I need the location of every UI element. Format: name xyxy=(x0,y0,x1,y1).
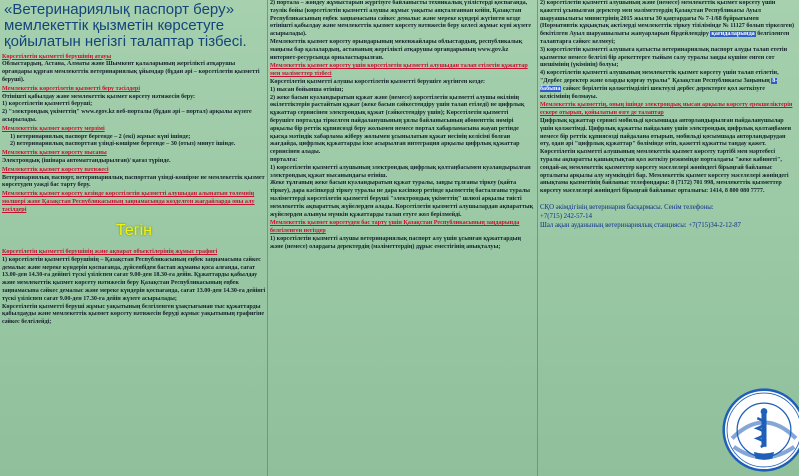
other-requirements-text: Цифрлық құжаттар сервисі мобильді қосымшада авторландырылған пайдаланушылар үшін қолжетімді. Цифрлық құжатты пайдалану үшін электрондық цифрлық қолтаңбамен немесе бір реттік құпиясөзді пайдалана отырып, мобильді қосымшада авторландырудан өту, одан әрі "цифрлық құжаттар" бөлімінде өтіп, қажетті құжатты таңдау қажет. Көрсетілетін қызметті алушының мемлекеттік қызмет көрсету тәртібі мен мәртебесі туралы ақпаратты қашықтықтан қол жеткізу режимінде порталдағы "жеке кабинеті", сондай-ақ мемлекеттік қызметтер көрсету мәселелері жөніндегі бірыңғай байланыс орталығы арқылы алу мүмкіндігі бар. Мемлекеттік қызмет көрсету мәселелері жөніндегі анықтама қызметінің байланыс телефондары: 8 (7172) 701 998, мемлекеттік қызметтер көрсету мәселелері жөніндегі бірыңғай байланыс орталығы: 1414, 8 800 080 7777. xyxy=(540,117,792,195)
column-divider xyxy=(267,0,268,476)
addresses-text: Мемлекеттік қызмет көрсету орындарының мекенжайлары облыстардың, республикалық маңызы бар қалалардың, астананың жергілікті атқарушы органдарының www.gov.kz интернет-ресурсында орналастырылған. xyxy=(270,38,523,61)
rules-link[interactable]: қағидаларында xyxy=(711,31,755,38)
refusal-item-4-end: сәйкес берілетін қолжетімділігі шектеулі дербес деректерге қол жеткізуге келісімінің болмауы. xyxy=(540,85,765,100)
schedule-text-2: Көрсетілетін қызметті беруші жұмыс уақытының белгіленген ұзақтығынан тыс құжаттарды қабылдауды және мемлекеттік қызмет көрсету нәтижесін беруді жұмыс уақытының графигіне сәйкес белгілейді; xyxy=(2,303,265,326)
portal-item-2: Жеке тұлғаның жеке басын куәландыратын құжат туралы, заңды тұлғаны тіркеу (қайта тіркеу), дара кәсіпкерді тіркеу туралы не дара кәсіпкер ретінде қызметтің басталғаны туралы мәліметтерді көрсетілетін қызметті беруші "электрондық үкіметтің" шлюзі арқылы тиісті мемлекеттік ақпараттық жүйелерден алады. Көрсетілетін қызметті алушылардан ақпараттық жүйелерден алынуы мүмкін құжаттарды талап етуге жол берілмейді. xyxy=(270,180,534,218)
schedule-text-1: 1) көрсетілетін қызметті берушінің – Қазақстан Республикасының еңбек заңнамасына сәйкес демалыс және мереке күндерін қоспағанда, дүйсенбіден бастап жұманы қоса алғанда, сағат 13.00-ден 14.30-ға дейінгі түскі үзіліспен сағат 9.00-ден 18.30-ға дейін. Құжаттарды қабылдау және мемлекеттік қызмет көрсету нәтижесін беру Қазақстан Республикасының еңбек заңнамасына сәйкес демалыс және мереке күндерін қоспағанда, сағат 13.00-ден 14.30-ға дейінгі түскі үзіліспен сағат 9.00-ден 17.30-ға дейін жүзеге асырылады; xyxy=(2,256,266,302)
fee-heading: Мемлекеттік қызмет көрсету кезінде көрсетілетін қызметті алушыдан алынатын төлемнің мөлшері және Қазақстан Республикасының заңнамасында көзделген жағдайларда оны алу тәсілдері xyxy=(2,191,255,213)
free-label: Тегін xyxy=(116,221,152,239)
refusal-item-2-end: белгіленген талаптарға сәйкес келмеуі; xyxy=(540,31,790,45)
docs-intro: Көрсетілетін қызметті алушы көрсетілетін қызметті берушіге жүгінген кезде: xyxy=(270,78,486,85)
acceptance-heading: Мемлекеттік көрсетілетін қызметті беру тәсілдері xyxy=(2,85,141,92)
refusal-item-3: 3) көрсетілетін қызметті алушыға қатысты ветеринариялық паспорт алуды талап ететін қызметке немесе белгілі бір әрекеттерге тыйым салу туралы заңды күшіне енген сот шешімінің (үкімінің) болуы; xyxy=(540,46,788,69)
refusal-item-4-text: 4) көрсетілетін қызметті алушының мемлекеттік қызмет көрсету үшін талап етілетін, "Дербес деректер және оларды қорғау туралы" Қазақстан Республикасы Заңының xyxy=(540,70,779,84)
portal-item-1: 1) көрсетілетін қызметті алушының электрондық цифрлық қолтаңбасымен куәландырылған электрондық құжат нысанындағы өтініш. xyxy=(270,164,531,179)
term-item-2: 2) ветеринариялық паспорттан үзінді-көшірме бергенде – 30 (отыз) минут ішінде. xyxy=(10,141,236,148)
refusal-item-2-text: 2) көрсетілетін қызметті алушының және (немесе) мемлекеттік қызмет көрсету үшін қажетті ұсынылған деректер мен мәліметтердің Қазақстан Республикасы Ауыл шаруашылығы министрінің 2015 жылғы 30 қаңтардағы № 7-1/68 бұйрығымен (Нормативтік құқықтық актілерді мемлекеттік тіркеу тізілімінде № 11127 болып тіркелген) бекітілген Ауыл шаруашылығы жануарларын бірдейлендіру xyxy=(540,0,795,38)
docs-heading: Мемлекеттік қызмет көрсету үшін көрсетілетін қызметті алушыдан талап етілетін құжаттар мен мәліметтер тізбесі xyxy=(270,63,528,78)
provider-heading: Көрсетілетін қызметті берушінің атауы xyxy=(2,53,112,60)
docs-item-1: 1) нысан бойынша өтініш; xyxy=(270,86,344,93)
portal-hours-text: 2) портала – жөндеу жұмыстарын жүргізуге байланысты техникалық үзілістерді қоспағанда, тәулік бойы (көрсетілетін қызметті алушы жұмыс уақыты аяқталғаннан кейін, Қазақстан Республикасының еңбек заңнамасына сәйкес демалыс және мереке күндері жүгінген кезде өтініштi қабылдау және мемлекеттік қызмет көрсету нәтижесін беру келесі жұмыс күні жүзеге асырылады). xyxy=(270,0,532,38)
acceptance-item-2: 2) "электрондық үкіметтің" www.egov.kz веб-порталы (бұдан әрі – портал) арқылы жүзеге асырылады. xyxy=(2,109,252,124)
acceptance-intro: Өтінішті қабылдау және мемлекеттік қызмет көрсету нәтижесін беру: xyxy=(2,93,196,100)
article-link[interactable]: 8-бабына xyxy=(540,77,778,92)
refusal-item-4 xyxy=(540,70,796,101)
refusal-heading: Мемлекеттік қызмет көрсетуден бас тарту үшін Қазақстан Республикасының заңдарында белгіленген негіздер xyxy=(270,220,520,235)
contact-station: Шал ақын ауданының ветеринариялық станциясы: +7(715)34-2-12-87 xyxy=(540,221,741,229)
column-left xyxy=(2,0,266,476)
portal-label: порталға: xyxy=(270,156,298,163)
term-heading: Мемлекеттік қызмет көрсету мерзімі xyxy=(2,125,105,132)
term-item-1: 1) ветеринариялық паспорт бергенде – 2 (екі) жұмыс күні ішінде; xyxy=(10,133,191,140)
acceptance-item-1: 1) көрсетілетін қызметті беруші; xyxy=(2,101,93,108)
contact-line-1: СҚО әкімдігінің ветеринария басқармасы. Сенім телефоны: xyxy=(540,203,714,211)
schedule-heading: Көрсетілетін қызметті берушінің және ақпарат объектілерінің жұмыс графигі xyxy=(2,249,218,256)
form-text: Электрондық (ішінара автоматтандырылған)/ қағаз түрінде. xyxy=(2,158,171,165)
column-middle xyxy=(270,0,534,476)
contact-phone: +7(715) 242-57-14 xyxy=(540,212,592,220)
other-requirements-heading: Мемлекеттік қызметтің, оның ішінде электрондық нысан арқылы көрсету ерекшеліктерін ескере отырып, қойылатын өзге де талаптар xyxy=(540,102,793,117)
provider-text: Облыстардың, Астана, Алматы және Шымкент қалаларының жергілікті атқарушы органдары құрған мемлекеттік ветеринариялық ұйымдар (бұдан әрі – көрсетілетін қызметті беруші). xyxy=(2,61,260,84)
column-divider xyxy=(537,0,538,476)
result-heading: Мемлекеттік қызмет көрсету нәтижесі xyxy=(2,166,109,173)
form-heading: Мемлекеттік қызмет көрсету нысаны xyxy=(2,150,107,157)
docs-item-2: 2) жеке басын куәландыратын құжат және (немесе) көрсетілетін қызметті алушы өкілінің өкілеттіктерін растайтын құжат (жеке басын сәйкестендіру үшін талап етіледі) не цифрлық құжаттар сервисінен электрондық құжат (сәйкестендіру үшін); Көрсетілетін қызметті берушіге порталда тіркелген пайдаланушының ұялы байланысының абоненттік нөмірі арқылы бір реттік құпиясөзді беру жолымен немесе портал хабарламасына жауап ретінде қысқа мәтіндік хабарлама жіберу жолымен ұсынылатын құжат иесінің келісімі болған жағдайда, цифрлық құжаттарды іске асырылған интеграция арқылы цифрлық құжаттар сервисінен алады. xyxy=(270,94,525,156)
refusal-item-1: 1) көрсетілетін қызметті алушы ветеринариялық паспорт алу үшін ұсынған құжаттардың және (немесе) олардағы деректердің (мәліметтердің) дұрыс еместігінің анықталуы; xyxy=(270,235,521,250)
page-title: «Ветеринариялық паспорт беру» мемлекеттік қызметін көрсетуге қойылатын негізгі талаптар тізбесі. xyxy=(4,1,247,50)
result-text: Ветеринариялық паспорт, ветеринариялық паспорттан үзінді-көшірме не мемлекеттік қызмет көрсетуден уәжді бас тарту беру. xyxy=(2,174,265,189)
refusal-item-2 xyxy=(540,0,796,47)
veterinary-seal-logo xyxy=(722,388,799,472)
